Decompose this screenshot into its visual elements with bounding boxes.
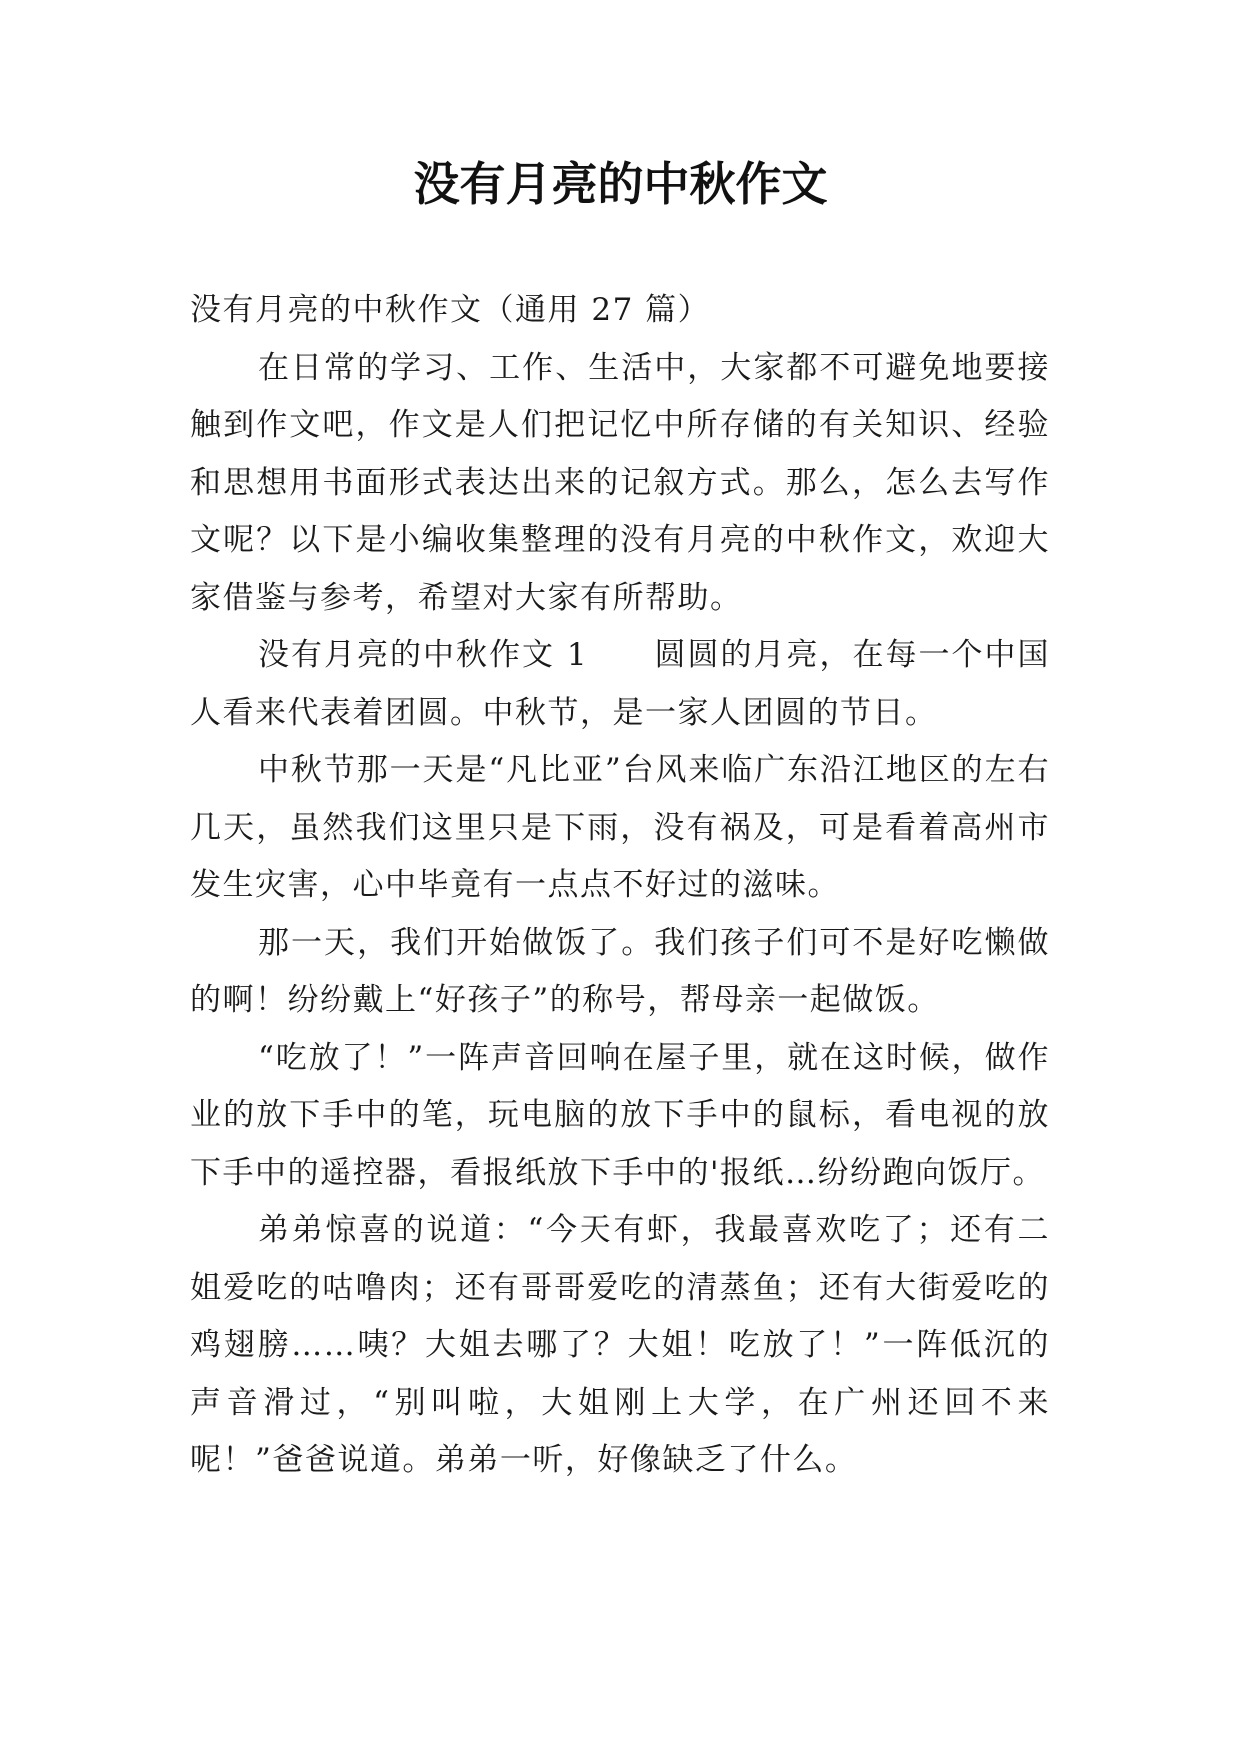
paragraph: 在日常的学习、工作、生活中，大家都不可避免地要接触到作文吧，作文是人们把记忆中所存储的有关知识、经验和思想用书面形式表达出来的记叙方式。那么，怎么去写作文呢？以下是小编收集整理的没有月亮的中秋作文，欢迎大家借鉴与参考，希望对大家有所帮助。 (190, 349, 1050, 616)
paragraph: 那一天，我们开始做饭了。我们孩子们可不是好吃懒做的啊！纷纷戴上“好孩子”的称号，帮母亲一起做饭。 (190, 924, 1050, 1018)
document-title: 没有月亮的中秋作文 (413, 157, 828, 211)
document-body (190, 282, 1050, 1490)
document-subtitle: 没有月亮的中秋作文（通用 27 篇） (190, 292, 711, 328)
paragraph: “吃放了！”一阵声音回响在屋子里，就在这时候，做作业的放下手中的笔，玩电脑的放下手中的鼠标，看电视的放下手中的遥控器，看报纸放下手中的'报纸…纷纷跑向饭厅。 (190, 1039, 1050, 1191)
paragraph: 中秋节那一天是“凡比亚”台风来临广东沿江地区的左右几天，虽然我们这里只是下雨，没有祸及，可是看着高州市发生灾害，心中毕竟有一点点不好过的滋味。 (190, 752, 1050, 903)
paragraph: 没有月亮的中秋作文 1 圆圆的月亮，在每一个中国人看来代表着团圆。中秋节，是一家人团圆的节日。 (190, 637, 1050, 731)
paragraph: 弟弟惊喜的说道：“今天有虾，我最喜欢吃了；还有二姐爱吃的咕噜肉；还有哥哥爱吃的清蒸鱼；还有大街爱吃的鸡翅膀……咦？大姐去哪了？大姐！吃放了！”一阵低沉的声音滑过，“别叫啦，大姐刚上大学，在广州还回不来呢！”爸爸说道。弟弟一听，好像缺乏了什么。 (190, 1212, 1050, 1478)
